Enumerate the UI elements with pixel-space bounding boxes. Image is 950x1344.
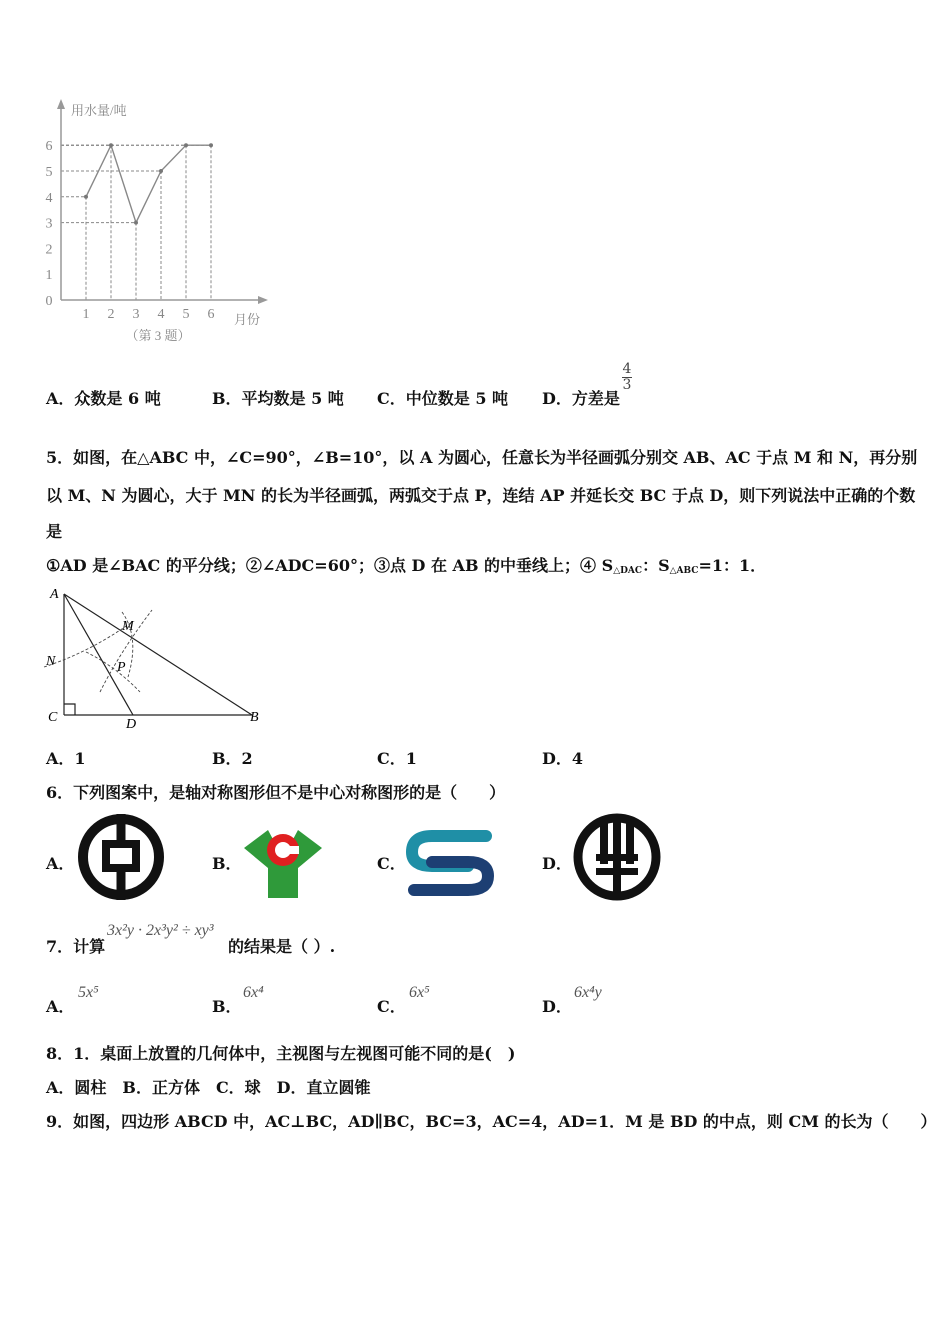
q4-option-a: A．众数是 6 吨 <box>46 389 161 408</box>
x-tick-label: 6 <box>207 307 215 322</box>
q4-option-c: C．中位数是 5 吨 <box>377 389 509 408</box>
q7-prefix: 7．计算 <box>46 937 106 956</box>
q7-option-b-letter: B． <box>212 997 242 1016</box>
y-tick-label: 2 <box>45 242 53 258</box>
data-point <box>84 195 88 199</box>
q6-stem: 6．下列图案中，是轴对称图形但不是中心对称图形的是（ ） <box>46 783 506 802</box>
q6-letter-a: A． <box>46 854 75 873</box>
x-tick-label: 5 <box>182 307 190 322</box>
q4-option-d: D．方差是 <box>542 389 620 408</box>
data-point <box>209 143 213 147</box>
y-tick-label: 4 <box>45 190 53 206</box>
water-usage-chart <box>40 95 280 355</box>
x-tick-label: 3 <box>132 307 140 322</box>
point-b-label: B <box>250 710 259 725</box>
q4-option-b: B．平均数是 5 吨 <box>212 389 344 408</box>
x-axis-arrow <box>258 296 268 304</box>
q5-option-b: B．2 <box>212 749 253 768</box>
q7-option-a-letter: A． <box>46 997 75 1016</box>
y-tick-label: 0 <box>45 294 53 309</box>
q9-stem: 9．如图，四边形 ABCD 中，AC⊥BC，AD∥BC，BC=3，AC=4，AD=1．M 是 BD 的中点，则 CM 的长为（ ） <box>46 1112 937 1131</box>
chart-caption: （第 3 题） <box>125 328 191 343</box>
q8-options: A．圆柱 B．正方体 C．球 D．直立圆锥 <box>46 1078 371 1097</box>
green-red-bank-logo-icon <box>238 818 328 904</box>
point-m-label: M <box>122 619 134 634</box>
y-axis-title: 用水量/吨 <box>71 103 127 118</box>
q8-stem: 8．1．桌面上放置的几何体中，主视图与左视图可能不同的是( ) <box>46 1044 516 1063</box>
data-point <box>109 143 113 147</box>
q5-stem-line2: 以 M、N 为圆心，大于 MN 的长为半径画弧，两弧交于点 P，连结 AP 并延长交 BC 于点 D，则下列说法中正确的个数 <box>46 486 916 505</box>
point-p-label: P <box>117 660 126 675</box>
chart-series-line <box>84 143 213 224</box>
series-line <box>86 145 211 222</box>
point-d-label: D <box>126 717 137 732</box>
q5-option-a: A．1 <box>46 749 86 768</box>
q6-letter-d: D． <box>542 854 572 873</box>
data-point <box>134 221 138 225</box>
point-a-label: A <box>50 587 59 602</box>
q7-option-d-letter: D． <box>542 997 572 1016</box>
x-tick-label: 2 <box>107 307 115 322</box>
fraction-denominator: 3 <box>622 377 632 393</box>
q5-stem-line1: 5．如图，在△ABC 中，∠C=90°，∠B=10°，以 A 为圆心，任意长为半径画弧分别交 AB、AC 于点 M 和 N，再分别 <box>46 448 918 467</box>
point-n-label: N <box>46 654 56 669</box>
q7-option-d: 6x⁴y <box>574 984 602 1001</box>
y-tick-label: 1 <box>45 268 53 284</box>
data-point <box>184 143 188 147</box>
x-tick-label: 4 <box>157 307 165 322</box>
agricultural-bank-logo-icon <box>570 810 664 904</box>
q5-stem-line3: 是 <box>46 522 63 541</box>
q7-option-c-letter: C． <box>377 997 406 1016</box>
q5-option-d: D．4 <box>542 749 584 768</box>
x-tick-label: 1 <box>82 307 90 322</box>
data-point <box>159 169 163 173</box>
q5-option-c: C．1 <box>377 749 417 768</box>
q5-statements: ①AD 是∠BAC 的平分线；②∠ADC=60°；③点 D 在 AB 的中垂线上；④ $S_{\triangle DAC}$：$S_{\triangle ABC}=1$：1． <box>46 556 767 576</box>
q7-expression: 3x²y · 2x³y² ÷ xy³ <box>107 922 214 939</box>
y-tick-label: 5 <box>45 165 53 180</box>
q7-option-c: 6x⁵ <box>409 984 430 1001</box>
chart-axes <box>57 99 268 304</box>
q7-suffix: 的结果是（ ）. <box>228 937 336 956</box>
y-tick-label: 3 <box>45 216 53 232</box>
y-axis-arrow <box>57 99 65 109</box>
triangle-figure <box>40 582 280 732</box>
q7-option-a: 5x⁵ <box>78 984 99 1001</box>
fraction-numerator: 4 <box>622 361 632 377</box>
cross-bank-s-logo-icon <box>402 820 498 906</box>
q4-fraction <box>622 362 632 393</box>
x-axis-title: 月份 <box>234 312 261 327</box>
q6-letter-b: B． <box>212 854 242 873</box>
point-c-label: C <box>48 710 58 725</box>
q7-option-b: 6x⁴ <box>243 984 264 1001</box>
y-tick-label: 6 <box>45 139 53 155</box>
bank-of-china-logo-icon <box>74 810 168 904</box>
q6-letter-c: C． <box>377 854 406 873</box>
